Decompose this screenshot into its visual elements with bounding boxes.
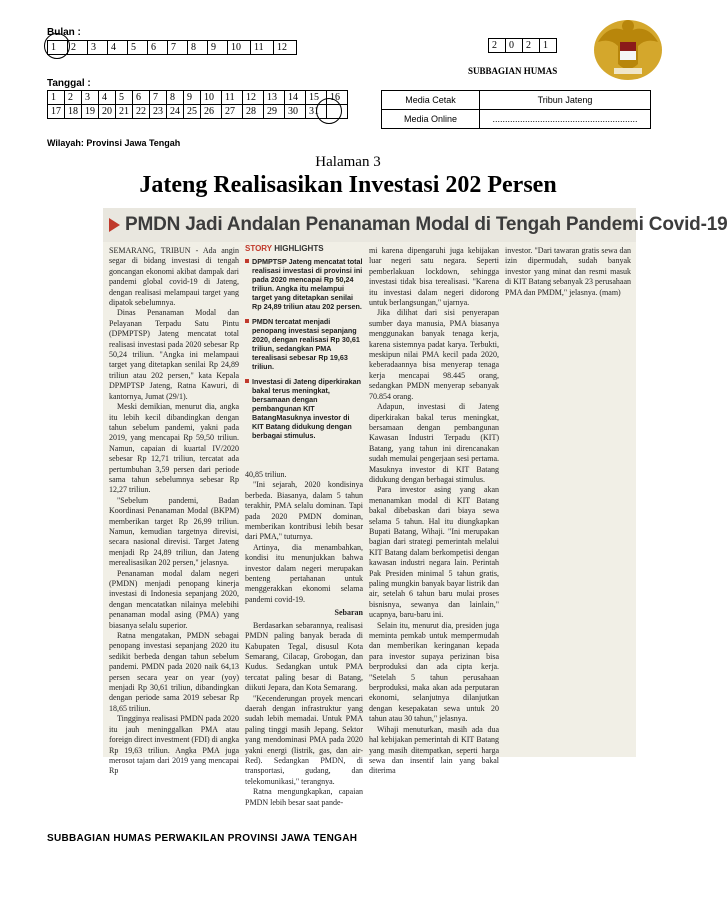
paragraph: Selain itu, menurut dia, presiden juga meminta pemkab untuk mempermudah dan memberikan keringanan kepada para investor supaya perizinan bisa berproduksi dan ada cipta kerja. "Setelah 5 tahun perusahaan berproduksi, maka akan ada perputaran ekonomi, selanjutnya dilanjutkan dengan kesepakatan sewa untuk 20 tahun atau 30 tahun," jelasnya. <box>369 620 499 724</box>
clip-header <box>103 208 727 242</box>
paragraph: Penanaman modal dalam negeri (PMDN) menjadi penopang kinerja investasi di Indonesia sepanjang 2020, dengan mencatatkan nilainya melebihi penanaman modal asing (PMA) yang biasanya selalu superior. <box>109 568 239 630</box>
newspaper-clipping <box>103 208 727 807</box>
date-grid <box>47 90 348 119</box>
story-highlights <box>245 242 363 440</box>
subbagian-label: SUBBAGIAN HUMAS <box>468 66 558 76</box>
media-table <box>381 90 651 129</box>
date-cell: 15 <box>306 91 327 105</box>
media-cetak-label: Media Cetak <box>382 91 480 110</box>
story-highlight-item: Investasi di Jateng diperkirakan bakal terus meningkat, bersamaan dengan pembangunan KIT BatangMasuknya investor di KIT Batang didukung dengan berbagai stimulus. <box>245 377 363 440</box>
month-cell: 6 <box>148 41 168 55</box>
date-cell: 10 <box>201 91 222 105</box>
date-cell: 19 <box>82 105 99 119</box>
paragraph: mi karena dipengaruhi juga kebijakan luar negeri satu negara. Seperti pemberlakuan lockdown, sehingga investasi tidak bisa terealisasi. "Karena itu investasi dalam negeri didorong untuk berlangsungan," ujarnya. <box>369 246 499 308</box>
bulan-label: Bulan : <box>47 27 81 38</box>
paragraph: Para investor asing yang akan menanamkan modal di KIT Batang bakal dibebaskan dari biaya sewa selama 5 tahun. Hal itu diungkapkan Bupati Batang, Wihaji. "Ini merupakan bagian dari strategi pemerintah melalui KIT Batang dalam berkompetisi dengan kawasan industri negara lain. Perintah Pak Presiden minimal 5 tahun gratis, paling mungkin banyak bayar listrik dan air, setelah 6 tahun baru mulai proses bisnisnya, sewanya dan lainlain," ucapnya, baru-baru ini. <box>369 485 499 620</box>
date-cell: 30 <box>285 105 306 119</box>
date-cell: 11 <box>222 91 243 105</box>
month-cell: 5 <box>128 41 148 55</box>
date-cell: 27 <box>222 105 243 119</box>
month-cell: 1 <box>48 41 68 55</box>
tanggal-label: Tanggal : <box>47 78 91 89</box>
date-cell: 12 <box>243 91 264 105</box>
date-cell: 1 <box>48 91 65 105</box>
paragraph: Berdasarkan sebarannya, realisasi PMDN paling banyak berada di Kabupaten Tegal, disusul Kota Semarang, Cilacap, Grobogan, dan Kudus. Sedangkan untuk PMA tercatat paling besar di Batang, diikuti Jepara, dan Kota Semarang. <box>245 620 363 693</box>
date-cell: 18 <box>65 105 82 119</box>
media-online-label: Media Online <box>382 110 480 129</box>
date-cell: 31 <box>306 105 327 119</box>
paragraph: Wihaji menuturkan, masih ada dua hal kebijakan pemerintah di KIT Batang yang masih ditempatkan, seperti harga sewa dan insentif lain yang bakal diterima <box>369 724 499 776</box>
paragraph: "Kecenderungan proyek mencari daerah dengan infrastruktur yang sudah lebih memadai. Untuk PMA paling tinggi masih Jepang. Sektor yang mendominasi PMA pada 2020 yakni energi (listrik, gas, dan air-Red). Sedangkan PMDN, di transportasi, gudang, dan telekomunikasi," terangnya. <box>245 693 363 786</box>
date-cell: 13 <box>264 91 285 105</box>
date-cell: 17 <box>48 105 65 119</box>
highlights-label: HIGHLIGHTS <box>274 244 324 253</box>
year-grid <box>488 38 557 53</box>
story-highlight-item: PMDN tercatat menjadi penopang investasi sepanjang 2020, dengan realisasi Rp 30,61 triliun, sedangkan PMA terealisasi sebesar Rp 19,63 triliun. <box>245 317 363 371</box>
story-label: STORY <box>245 244 272 253</box>
date-cell: 26 <box>201 105 222 119</box>
subheading: Sebaran <box>334 608 363 618</box>
date-cell: 24 <box>167 105 184 119</box>
date-cell: 16 <box>327 91 348 105</box>
date-cell: 21 <box>116 105 133 119</box>
column-3 <box>369 246 499 776</box>
story-highlight-item: DPMPTSP Jateng mencatat total realisasi investasi di provinsi ini pada 2020 mencapai Rp 50,24 triliun. Angka itu melampui target yang ditetapkan senilai Rp 24,89 triliun atau 202 persen. <box>245 257 363 311</box>
year-digit-cell: 0 <box>506 39 523 53</box>
month-cell: 12 <box>274 41 297 55</box>
date-cell: 6 <box>133 91 150 105</box>
footer-text: SUBBAGIAN HUMAS PERWAKILAN PROVINSI JAWA TENGAH <box>47 833 358 844</box>
month-grid <box>47 40 297 55</box>
month-cell: 11 <box>251 41 274 55</box>
month-cell: 4 <box>108 41 128 55</box>
date-cell: 14 <box>285 91 306 105</box>
date-cell: 23 <box>150 105 167 119</box>
date-cell: 8 <box>167 91 184 105</box>
month-cell: 9 <box>208 41 228 55</box>
date-cell: 9 <box>184 91 201 105</box>
paragraph: Ratna mengatakan, PMDN sebagai penopang investasi sepanjang 2020 itu sedikit berbeda dengan tahun sebelum pandemi. PMDN pada 2020 naik 64,13 persen secara year on year (yoy) menjadi Rp 30,61 triliun, dibandingkan dengan periode sama 2019 sebesar Rp 18,65 triliun. <box>109 631 239 713</box>
date-cell: 22 <box>133 105 150 119</box>
page-number: Halaman 3 <box>315 154 381 170</box>
column-1 <box>109 246 239 776</box>
paragraph: "Ini sejarah, 2020 kondisinya berbeda. Biasanya, dalam 5 tahun terakhir, PMA selalu dominan. Tapi pada 2020 PMDN dominan, memberikan kontribusi lebih besar dari PMA," tuturnya. <box>245 480 363 542</box>
column-4 <box>505 246 631 336</box>
date-cell: 28 <box>243 105 264 119</box>
month-cell: 7 <box>168 41 188 55</box>
garuda-emblem-icon <box>592 12 664 84</box>
date-cell: 25 <box>184 105 201 119</box>
month-cell: 2 <box>68 41 88 55</box>
year-digit-cell: 2 <box>489 39 506 53</box>
media-online-value: .......................................................... <box>480 110 651 129</box>
month-cell: 8 <box>188 41 208 55</box>
date-cell: 3 <box>82 91 99 105</box>
date-cell: 20 <box>99 105 116 119</box>
media-cetak-value: Tribun Jateng <box>480 91 651 110</box>
story-highlights-title <box>245 244 363 253</box>
clip-title: PMDN Jadi Andalan Penanaman Modal di Tengah Pandemi Covid-19 <box>125 214 727 235</box>
paragraph: Adapun, investasi di Jateng diperkirakan bakal terus meningkat, bersamaan dengan pembangunan Kawasan Industri Terpadu (KIT) Batang, yang tahun ini direncanakan sudah memulai pengerjaan sesi pertama. Masuknya investor di KIT Batang didukung dengan berbagai stimulus. <box>369 402 499 484</box>
headline: Jateng Realisasikan Investasi 202 Persen <box>139 172 557 198</box>
paragraph: Ratna mengungkapkan, capaian PMDN lebih besar saat pande- <box>245 787 363 807</box>
selected-date-circle <box>316 98 342 124</box>
arrow-icon <box>109 218 120 232</box>
selected-month-circle <box>44 33 70 59</box>
month-cell: 3 <box>88 41 108 55</box>
paragraph: Dinas Penanaman Modal dan Pelayanan Terpadu Satu Pintu (DPMPTSP) Jateng mencatat total realisasi investasi pada 2020 sebesar Rp 50,24 triliun. "Angka ini melampaui target yang ditetapkan senilai Rp 24,89 triliun atau 202 persen," kata Kepala DPMPTSP Jateng, Ratna Kawuri, di kantornya, Jumat (29/1). <box>109 308 239 401</box>
paragraph: Artinya, dia menambahkan, kondisi itu menunjukkan bahwa investor dalam negeri merupakan benteng pertahanan untuk menggerakkan ekonomi selama pandemi covid-19. <box>245 542 363 604</box>
year-digit-cell: 1 <box>540 39 557 53</box>
paragraph: Jika dilihat dari sisi penyerapan sumber daya manusia, PMA biasanya menggunakan banyak tenaga kerja, karena sistemnya padat karya. Terbukti, meskipun nilai PMA kecil pada 2020, keberadaannya bisa menyerap tenaga kerja mencapai 98.445 orang, sedangkan PMDN menyerap sebanyak 70.854 orang. <box>369 308 499 401</box>
paragraph: investor. "Dari tawaran gratis sewa dan izin dipermudah, sudah banyak investor yang minat dan resmi masuk di KIT Batang sebanyak 23 perusahaan PMA dan PMDM," jelasnya. (mam) <box>505 246 631 297</box>
date-cell: 2 <box>65 91 82 105</box>
paragraph: SEMARANG, TRIBUN - Ada angin segar di bidang investasi di tengah goncangan ekonomi akibat dampak dari pandemi global covid-19 di Jateng, dengan realisasi melampaui target yang dipatok sebelumnya. <box>109 246 239 308</box>
date-cell: 5 <box>116 91 133 105</box>
date-cell: 4 <box>99 91 116 105</box>
paragraph: Meski demikian, menurut dia, angka itu lebih kecil dibandingkan dengan tahun sebelum pandemi, yakni pada 2019, yang mencapai Rp 59,50 triliun. Namun, capaian di kuartal IV/2020 sebesar Rp 12,71 triliun, tercatat ada pertumbuhan 3,59 persen dari periode sama tahun sebelumnya sebesar Rp 12,27 triliun. <box>109 402 239 495</box>
paragraph: "Sebelum pandemi, Badan Koordinasi Penanaman Modal (BKPM) memberikan target Rp 26,99 triliun. Namun, kemudian targetnya direvisi, secara nasional direvisi. Target Jateng menjadi Rp 24,89 triliun, dan Jateng merealisasikan 202 persen," jelasnya. <box>109 495 239 568</box>
date-cell: 7 <box>150 91 167 105</box>
wilayah-label: Wilayah: Provinsi Jawa Tengah <box>47 138 181 148</box>
year-digit-cell: 2 <box>523 39 540 53</box>
paragraph: Tingginya realisasi PMDN pada 2020 itu jauh meninggalkan PMA atau foreign direct investment (FDI) di angka Rp 19,63 triliun. Angka PMA juga merosot tajam dari 2019 yang mencapai Rp <box>109 714 239 776</box>
date-cell: 29 <box>264 105 285 119</box>
column-2 <box>245 470 363 807</box>
month-cell: 10 <box>228 41 251 55</box>
paragraph: 40,85 triliun. <box>245 470 287 479</box>
